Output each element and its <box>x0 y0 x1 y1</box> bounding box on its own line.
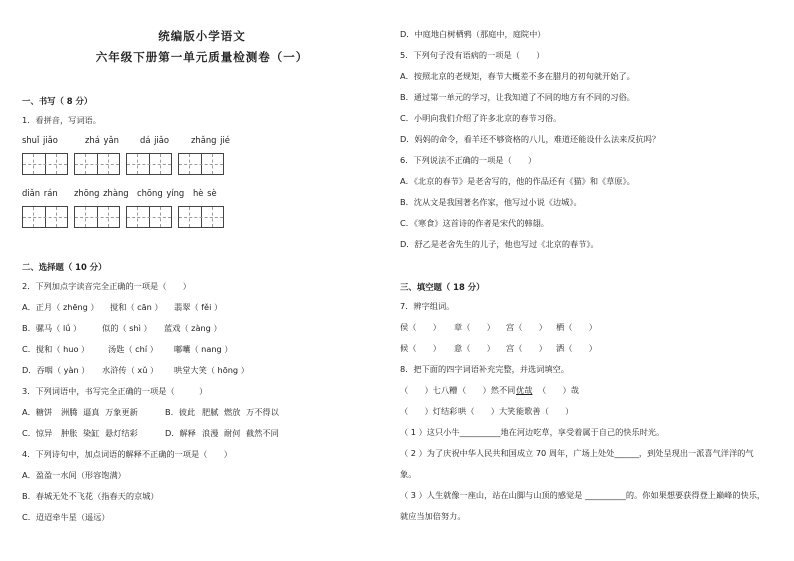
option-text: 浪漫 <box>202 428 219 438</box>
pinyin-1: shuǐ jiǎo <box>22 135 58 145</box>
section1-heading: 一、书写（ 8 分） <box>22 96 93 106</box>
option-text: 蓝戏（ zàng ） <box>164 323 222 333</box>
q2-option-c <box>22 344 233 355</box>
q4-prompt: 4．下列诗句中，加点词语的解释不正确的一项是（ ） <box>22 449 232 459</box>
pinyin-8: hè sè <box>193 188 217 198</box>
q7-row-1 <box>400 322 597 333</box>
writing-grid[interactable] <box>126 206 172 228</box>
writing-grid[interactable] <box>178 153 224 175</box>
q3-prompt: 3．下列词语中，书写完全正确的一项是（ ） <box>22 386 208 396</box>
fill-blank[interactable]: （ ）哉 <box>538 385 579 395</box>
idiom-word: 优哉 <box>516 385 533 395</box>
fill-blank[interactable]: （ ）七八糟 <box>400 385 458 395</box>
page-title: 统编版小学语文 <box>158 29 246 43</box>
option-text: 汤匙（ chí ） <box>108 344 158 354</box>
q3-option-cd <box>22 428 279 439</box>
q5-option-d: D．妈妈的命令，看羊还不够资格的八儿，难道还能设什么法来反抗吗？ <box>400 134 661 144</box>
option-text: 染缸 <box>83 428 100 438</box>
fill-blank[interactable]: 洒（ ） <box>556 343 597 353</box>
q8-row-1 <box>400 385 579 396</box>
option-text: 逼真 <box>83 407 100 417</box>
q6-option-d: D．舒乙是老舍先生的儿子，他也写过《北京的春节》。 <box>400 239 599 249</box>
option-text: 翡翠（ fěi ） <box>174 302 223 312</box>
option-text: 耐何 <box>224 428 241 438</box>
option-text: 肥腻 <box>202 407 219 417</box>
option-text: D．解释 <box>165 428 196 438</box>
option-text: B．彼此 <box>165 407 196 417</box>
writing-grid[interactable] <box>74 153 120 175</box>
option-text: B．骡马（ lǘ ） <box>22 323 82 333</box>
q2-option-d <box>22 365 249 376</box>
fill-blank[interactable]: 栖（ ） <box>556 322 597 332</box>
q8-fill-2-cont: 象。 <box>400 469 417 479</box>
q8-prompt: 8．把下面的四字词语补充完整，并选词填空。 <box>400 364 569 374</box>
q2-option-a <box>22 302 222 313</box>
option-text: 肿胀 <box>61 428 78 438</box>
pinyin-2: zhá yǎn <box>85 135 119 145</box>
fill-blank[interactable]: 侯（ ） <box>400 322 441 332</box>
q4-option-b: B．春城无处不飞花（指春天的京城） <box>22 491 159 501</box>
pinyin-7: chōng yíng <box>137 188 185 198</box>
pinyin-5: diǎn rán <box>22 188 58 198</box>
option-text: A．糖饼 <box>22 407 53 417</box>
writing-grid[interactable] <box>22 153 68 175</box>
q4-option-d: D．中庭地白树栖鸦（那庭中，庭院中） <box>400 29 546 39</box>
fill-blank[interactable]: 候（ ） <box>400 343 441 353</box>
q6-option-b: B．沈从文是我国著名作家，他写过小说《边城》。 <box>400 197 582 207</box>
q2-option-b <box>22 323 222 334</box>
option-text: 万不得以 <box>246 407 279 417</box>
q8-fill-3-cont: 就应当加倍努力。 <box>400 511 466 521</box>
writing-grid[interactable] <box>178 206 224 228</box>
option-text: 悬灯结彩 <box>105 428 138 438</box>
option-text: 截然不同 <box>246 428 279 438</box>
q8-fill-3: （ 3 ）人生就像一座山，站在山脚与山顶的感觉是 __________的。你如果想要获得登上巅峰的快乐， <box>400 490 766 500</box>
q6-option-a: A．《北京的春节》是老舍写的，他的作品还有《猫》和《草原》。 <box>400 176 635 186</box>
q7-row-2 <box>400 343 597 354</box>
fill-blank[interactable]: （ ）灯结彩 <box>400 406 458 416</box>
writing-grid[interactable] <box>22 206 68 228</box>
writing-grid[interactable] <box>126 153 172 175</box>
q1-prompt: 1．看拼音，写词语。 <box>22 115 101 125</box>
option-text: D．吞咽（ yàn ） <box>22 365 90 375</box>
option-text: 水浒传（ xǔ ） <box>102 365 159 375</box>
option-text: 似的（ shì ） <box>102 323 152 333</box>
option-text: 哄堂大笑（ hōng ） <box>174 365 249 375</box>
section3-heading: 三、填空题（ 18 分） <box>400 282 485 292</box>
left-column <box>22 0 382 561</box>
q4-option-c: C．迢迢牵牛星（遥远） <box>22 512 110 522</box>
q4-option-a: A．盈盈一水间（形容饱满） <box>22 470 126 480</box>
option-text: 燃放 <box>224 407 241 417</box>
fill-blank[interactable]: 意（ ） <box>454 343 495 353</box>
option-text: C．惊异 <box>22 428 53 438</box>
right-column <box>400 0 780 561</box>
q6-option-c: C．《寒食》这首诗的作者是宋代的韩翃。 <box>400 218 549 228</box>
option-text: C．搅和（ huo ） <box>22 344 90 354</box>
writing-grid[interactable] <box>74 206 120 228</box>
fill-blank[interactable]: （ ）然不同 <box>458 385 516 395</box>
fill-blank[interactable]: 宫（ ） <box>506 322 547 332</box>
pinyin-6: zhōng zhàng <box>74 188 129 198</box>
section2-heading: 二、选择题（ 10 分） <box>22 262 107 272</box>
q8-row-2 <box>400 406 573 417</box>
fill-blank[interactable]: 哄（ ）大笑 <box>458 406 516 416</box>
pinyin-4: zhǎng jié <box>191 135 230 145</box>
option-text: 搅和（ cān ） <box>110 302 163 312</box>
option-text: 洲腾 <box>61 407 78 417</box>
q7-prompt: 7．辨字组词。 <box>400 301 455 311</box>
q3-option-ab <box>22 407 279 418</box>
q5-option-b: B．通过第一单元的学习，让我知道了不同的地方有不同的习俗。 <box>400 92 635 102</box>
option-text: 嘟囔（ nang ） <box>174 344 233 354</box>
option-text: 万象更新 <box>105 407 138 417</box>
q5-option-c: C．小明向我们介绍了许多北京的春节习俗。 <box>400 113 562 123</box>
q2-prompt: 2．下列加点字读音完全正确的一项是（ ） <box>22 281 191 291</box>
fill-blank[interactable]: 章（ ） <box>454 322 495 332</box>
option-text: A．正月（ zhēng ） <box>22 302 99 312</box>
q5-prompt: 5．下列句子没有语病的一项是（ ） <box>400 50 545 60</box>
q6-prompt: 6．下列说法不正确的一项是（ ） <box>400 155 537 165</box>
q8-fill-2: （ 2 ）为了庆祝中华人民共和国成立 70 周年，广场上处处______，到处呈现出一派喜气洋洋的气 <box>400 448 754 458</box>
fill-blank[interactable]: 宫（ ） <box>506 343 547 353</box>
pinyin-3: dá jiǎo <box>140 135 170 145</box>
q5-option-a: A．按照北京的老规矩，春节大概差不多在腊月的初旬就开始了。 <box>400 71 635 81</box>
page-subtitle: 六年级下册第一单元质量检测卷（一） <box>95 50 309 64</box>
fill-blank[interactable]: 能歌善（ ） <box>516 406 574 416</box>
q8-fill-1: （ 1 ）这只小牛__________地在河边吃草，享受着属于自己的快乐时光。 <box>400 427 665 437</box>
